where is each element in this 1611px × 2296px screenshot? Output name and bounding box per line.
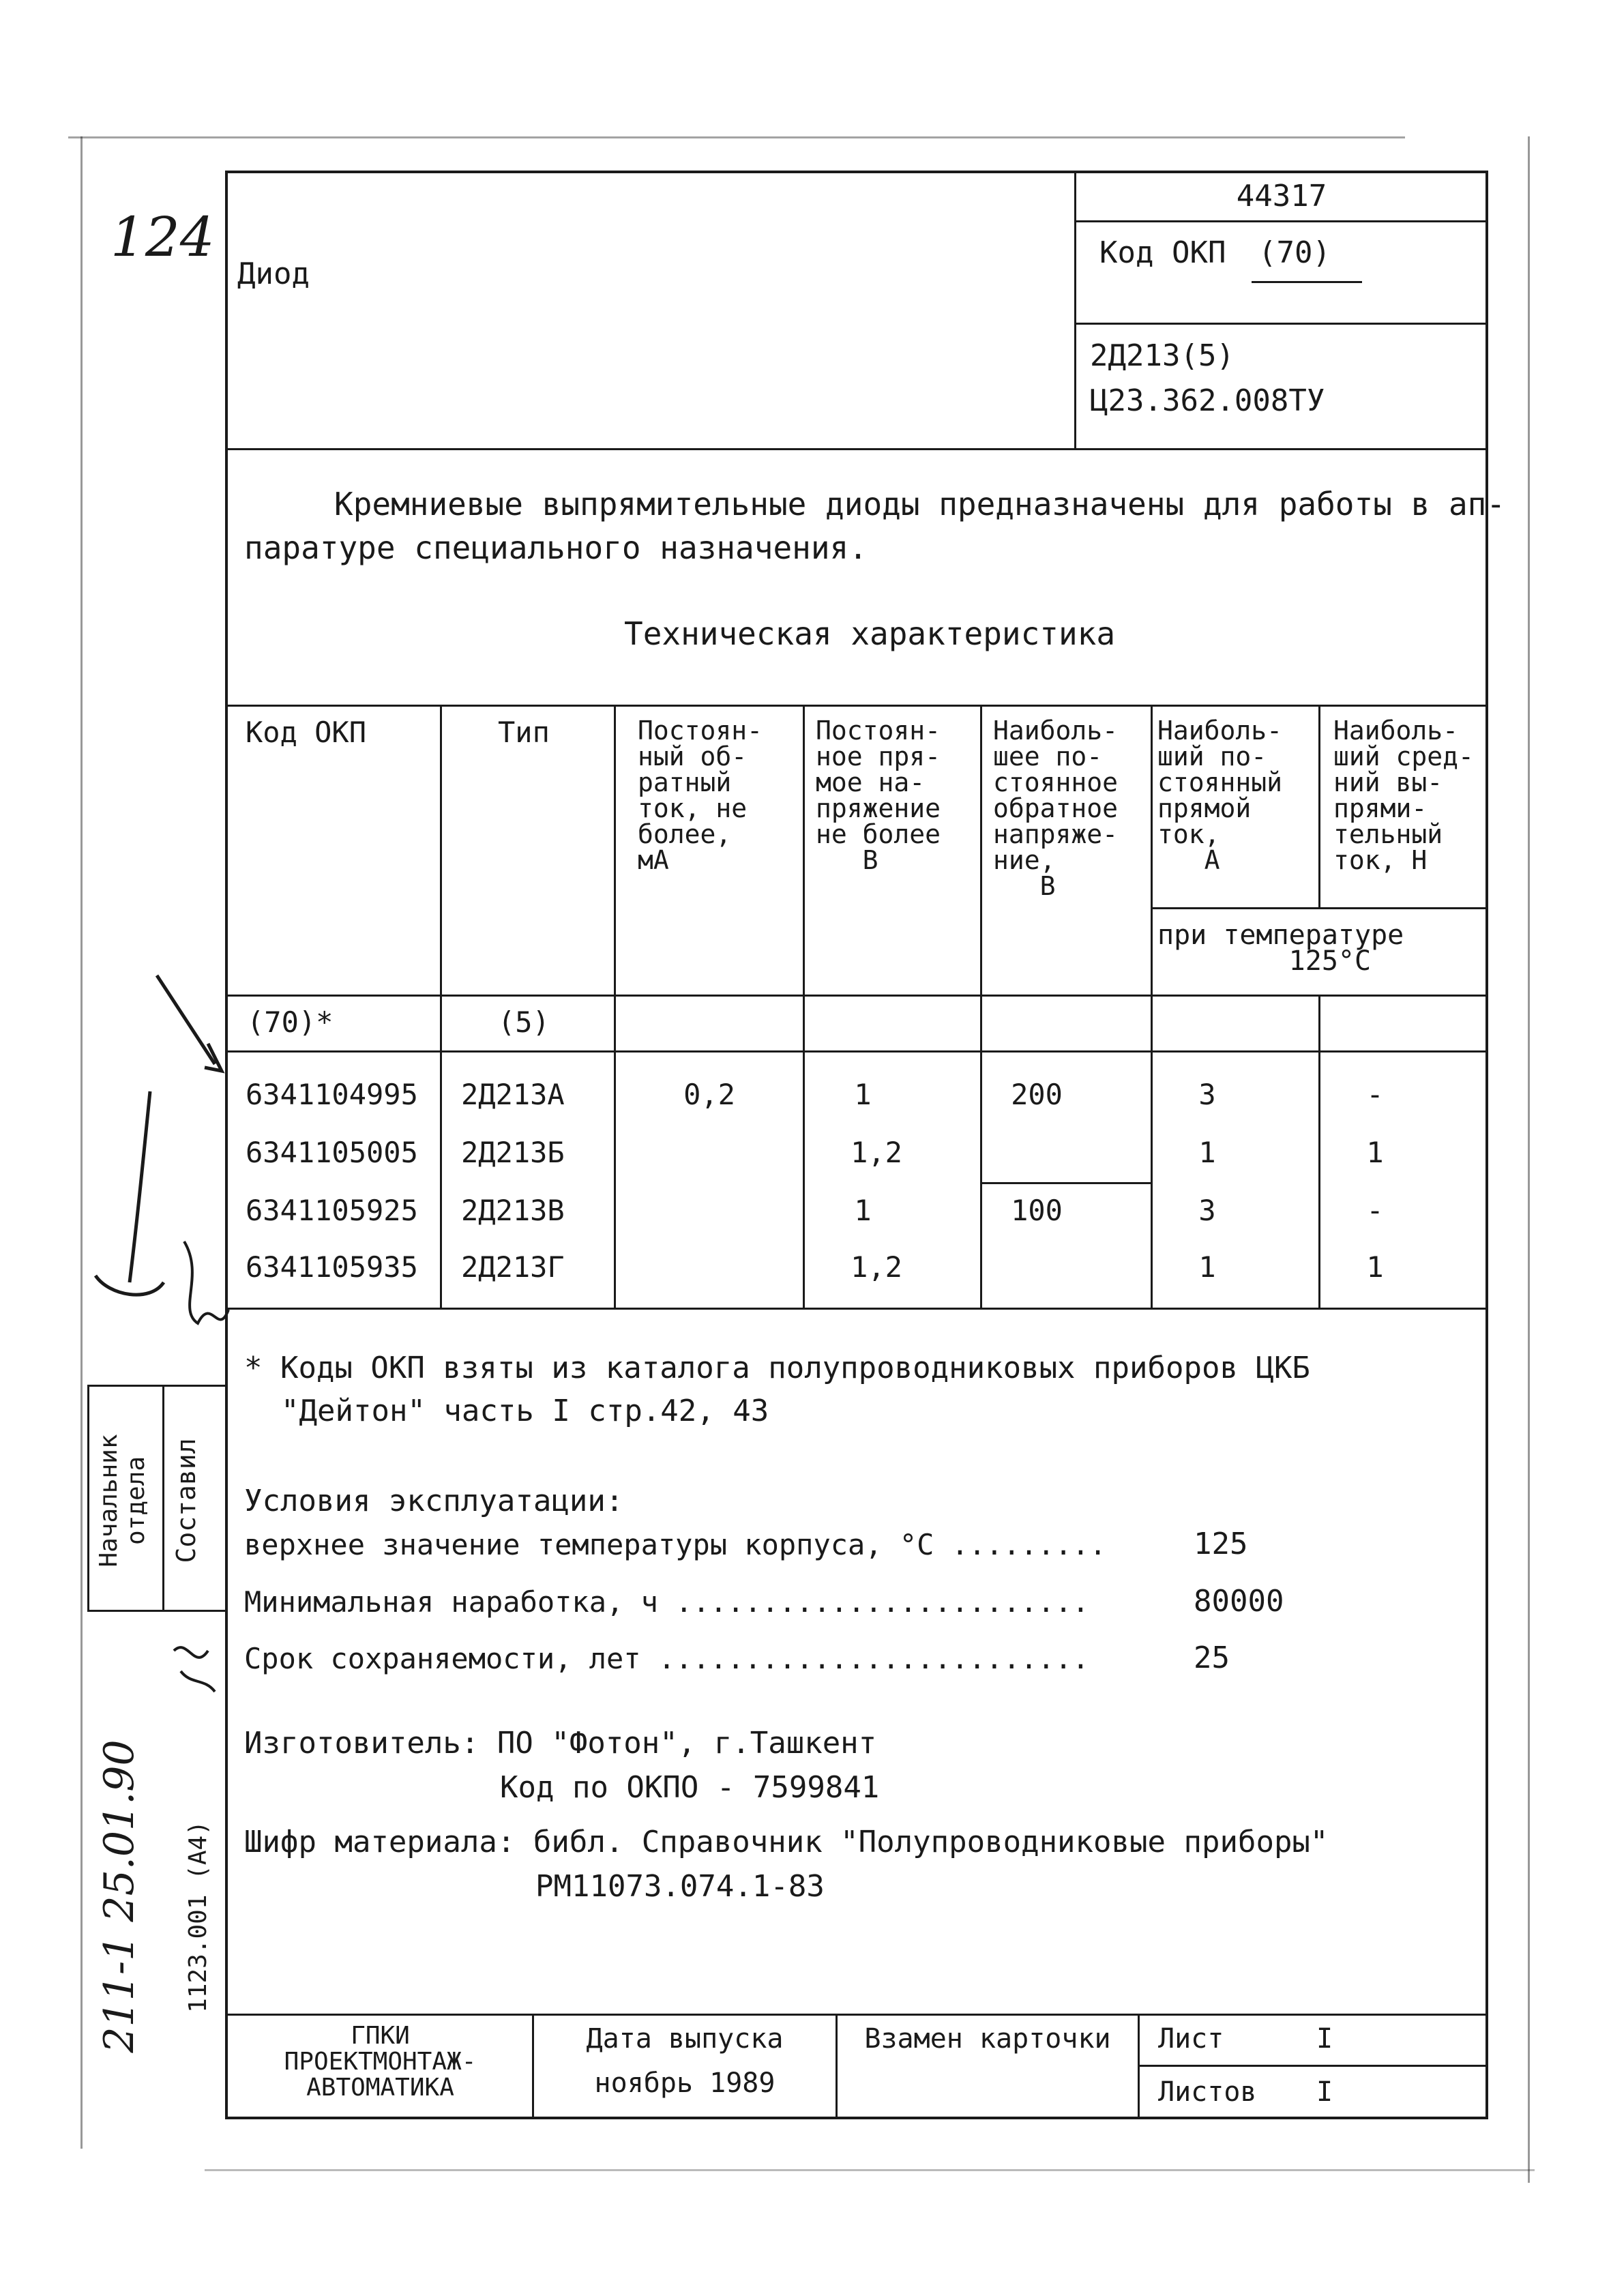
okp-code-label: Код ОКП xyxy=(1099,235,1226,270)
footer-issue-date: ноябрь 1989 xyxy=(594,2067,775,2099)
table-top xyxy=(226,705,1487,707)
header-bottom xyxy=(225,448,1488,450)
footer-replaces-label: Взамен карточки xyxy=(864,2023,1111,2055)
footnote-line-1: * Коды ОКП взяты из каталога полупроводниковых приборов ЦКБ xyxy=(244,1351,1310,1385)
code-row-okp: (70)* xyxy=(247,1005,334,1039)
row3-avg-current: - xyxy=(1366,1194,1384,1227)
row1-reverse-current: 0,2 xyxy=(683,1078,735,1111)
signature-strokes xyxy=(68,955,232,1405)
table-col-1 xyxy=(440,705,442,1308)
table-col-6 xyxy=(1318,705,1320,907)
row3-reverse-voltage: 100 xyxy=(1011,1194,1063,1227)
condition-runtime-value: 80000 xyxy=(1194,1584,1284,1619)
margin-line-mid xyxy=(162,1385,164,1610)
margin-head-label: Начальник отдела xyxy=(95,1434,150,1568)
table-header-reverse-voltage: Наиболь- шее по- стоянное обратное напряже- ние, В xyxy=(993,716,1119,901)
condition-runtime-label: Минимальная наработка, ч ........................ xyxy=(244,1585,1090,1619)
frame-bottom xyxy=(225,2117,1488,2119)
row1-avg-current: - xyxy=(1366,1078,1384,1111)
row2-type: 2Д213Б xyxy=(461,1136,565,1169)
row1-forward-current: 3 xyxy=(1198,1078,1216,1111)
footer-organization: ГПКИ ПРОЕКТМОНТАЖ- АВТОМАТИКА xyxy=(284,2022,477,2102)
row2-forward-voltage: 1,2 xyxy=(851,1136,902,1169)
product-name: Диод xyxy=(237,256,310,291)
condition-temperature-label: верхнее значение температуры корпуса, °С ......... xyxy=(244,1528,1107,1561)
margin-author-label: Составил xyxy=(171,1438,201,1563)
section-title: Техническая характеристика xyxy=(624,615,1116,652)
row1-type: 2Д213А xyxy=(461,1078,565,1111)
table-header-forward-current: Наиболь- ший по- стоянный прямой ток, А xyxy=(1157,716,1283,875)
row3-type: 2Д213В xyxy=(461,1194,565,1227)
footer-top xyxy=(226,2014,1487,2016)
row2-okp: 6341105005 xyxy=(246,1136,418,1169)
doc-number: 44317 xyxy=(1236,179,1327,214)
condition-shelf-life-label: Срок сохраняемости, лет ......................... xyxy=(244,1642,1090,1675)
condition-shelf-life-value: 25 xyxy=(1194,1640,1230,1675)
footer-sheet-value: I xyxy=(1316,2023,1333,2055)
margin-page-mark: 124 xyxy=(110,205,215,269)
row4-okp: 6341105935 xyxy=(246,1250,418,1284)
table-header-forward-voltage: Постоян- ное пря- мое на- пряжение не более В xyxy=(816,716,941,875)
scan-bottom-dashes xyxy=(205,2169,1535,2171)
table-header-reverse-current: Постоян- ный об- ратный ток, не более, мА xyxy=(638,716,763,875)
table-header-avg-current: Наиболь- ший сред- ний вы- прями- тельный ток, Н xyxy=(1333,716,1474,875)
row2-avg-current: 1 xyxy=(1366,1136,1384,1169)
description-line-1: Кремниевые выпрямительные диоды предназначены для работы в ап- xyxy=(334,486,1506,523)
table-col-2 xyxy=(614,705,616,1308)
footer-issue-label: Дата выпуска xyxy=(586,2023,784,2055)
scan-top-dashes xyxy=(68,136,1405,138)
footer-sheet-divider xyxy=(1138,2065,1487,2067)
margin-line-bottom xyxy=(87,1610,225,1612)
row2-forward-current: 1 xyxy=(1198,1136,1216,1169)
row1-okp: 6341104995 xyxy=(246,1078,418,1111)
condition-temperature-value: 125 xyxy=(1194,1527,1248,1561)
frame-right xyxy=(1486,171,1488,2119)
table-code-row-bottom xyxy=(226,1050,1487,1053)
row4-forward-voltage: 1,2 xyxy=(851,1250,902,1284)
row1-forward-voltage: 1 xyxy=(854,1078,872,1111)
table-header-type: Тип xyxy=(498,716,550,749)
conditions-title: Условия эксплуатации: xyxy=(244,1484,624,1518)
description-line-2: паратуре специального назначения. xyxy=(244,529,868,566)
margin-handwritten-date: 211-1 25.01.90 xyxy=(95,1739,143,2053)
okp-code-underline xyxy=(1252,281,1362,283)
row3-forward-current: 3 xyxy=(1198,1194,1216,1227)
table-header-bottom xyxy=(226,995,1487,997)
spec-number: Ц23.362.008ТУ xyxy=(1090,383,1325,418)
footer-sheets-value: I xyxy=(1316,2076,1333,2108)
table-bottom xyxy=(226,1308,1487,1310)
row3-forward-voltage: 1 xyxy=(854,1194,872,1227)
code-row-type: (5) xyxy=(498,1005,550,1039)
table-header-okp: Код ОКП xyxy=(246,716,367,749)
footer-sheet-label: Лист xyxy=(1158,2023,1224,2055)
footnote-line-2: "Дейтон" часть I стр.42, 43 xyxy=(281,1394,769,1428)
header-line-2 xyxy=(1074,323,1487,325)
row4-avg-current: 1 xyxy=(1366,1250,1384,1284)
margin-format-stamp: 1123.001 (А4) xyxy=(184,1821,212,2013)
frame-top xyxy=(225,171,1488,173)
material-line-1: Шифр материала: библ. Справочник "Полупроводниковые приборы" xyxy=(244,1825,1329,1859)
margin-line-outer xyxy=(87,1385,89,1610)
row4-type: 2Д213Г xyxy=(461,1250,565,1284)
table-temp-line xyxy=(1151,907,1487,909)
type-code: 2Д213(5) xyxy=(1090,338,1235,373)
table-inner-line xyxy=(982,1182,1151,1184)
okp-code-value: (70) xyxy=(1258,235,1331,270)
row3-okp: 6341105925 xyxy=(246,1194,418,1227)
signature-date-initials xyxy=(167,1630,222,1712)
manufacturer-line-1: Изготовитель: ПО "Фотон", г.Ташкент xyxy=(244,1726,877,1761)
header-line-1 xyxy=(1074,220,1487,222)
row4-forward-current: 1 xyxy=(1198,1250,1216,1284)
material-line-2: РМ11073.074.1-83 xyxy=(535,1869,825,1904)
table-temperature-note: при температуре 125°С xyxy=(1157,919,1404,977)
row1-reverse-voltage: 200 xyxy=(1011,1078,1063,1111)
manufacturer-line-2: Код по ОКПО - 7599841 xyxy=(500,1770,880,1805)
footer-sheets-label: Листов xyxy=(1158,2076,1257,2108)
scan-right-edge xyxy=(1528,136,1530,2183)
